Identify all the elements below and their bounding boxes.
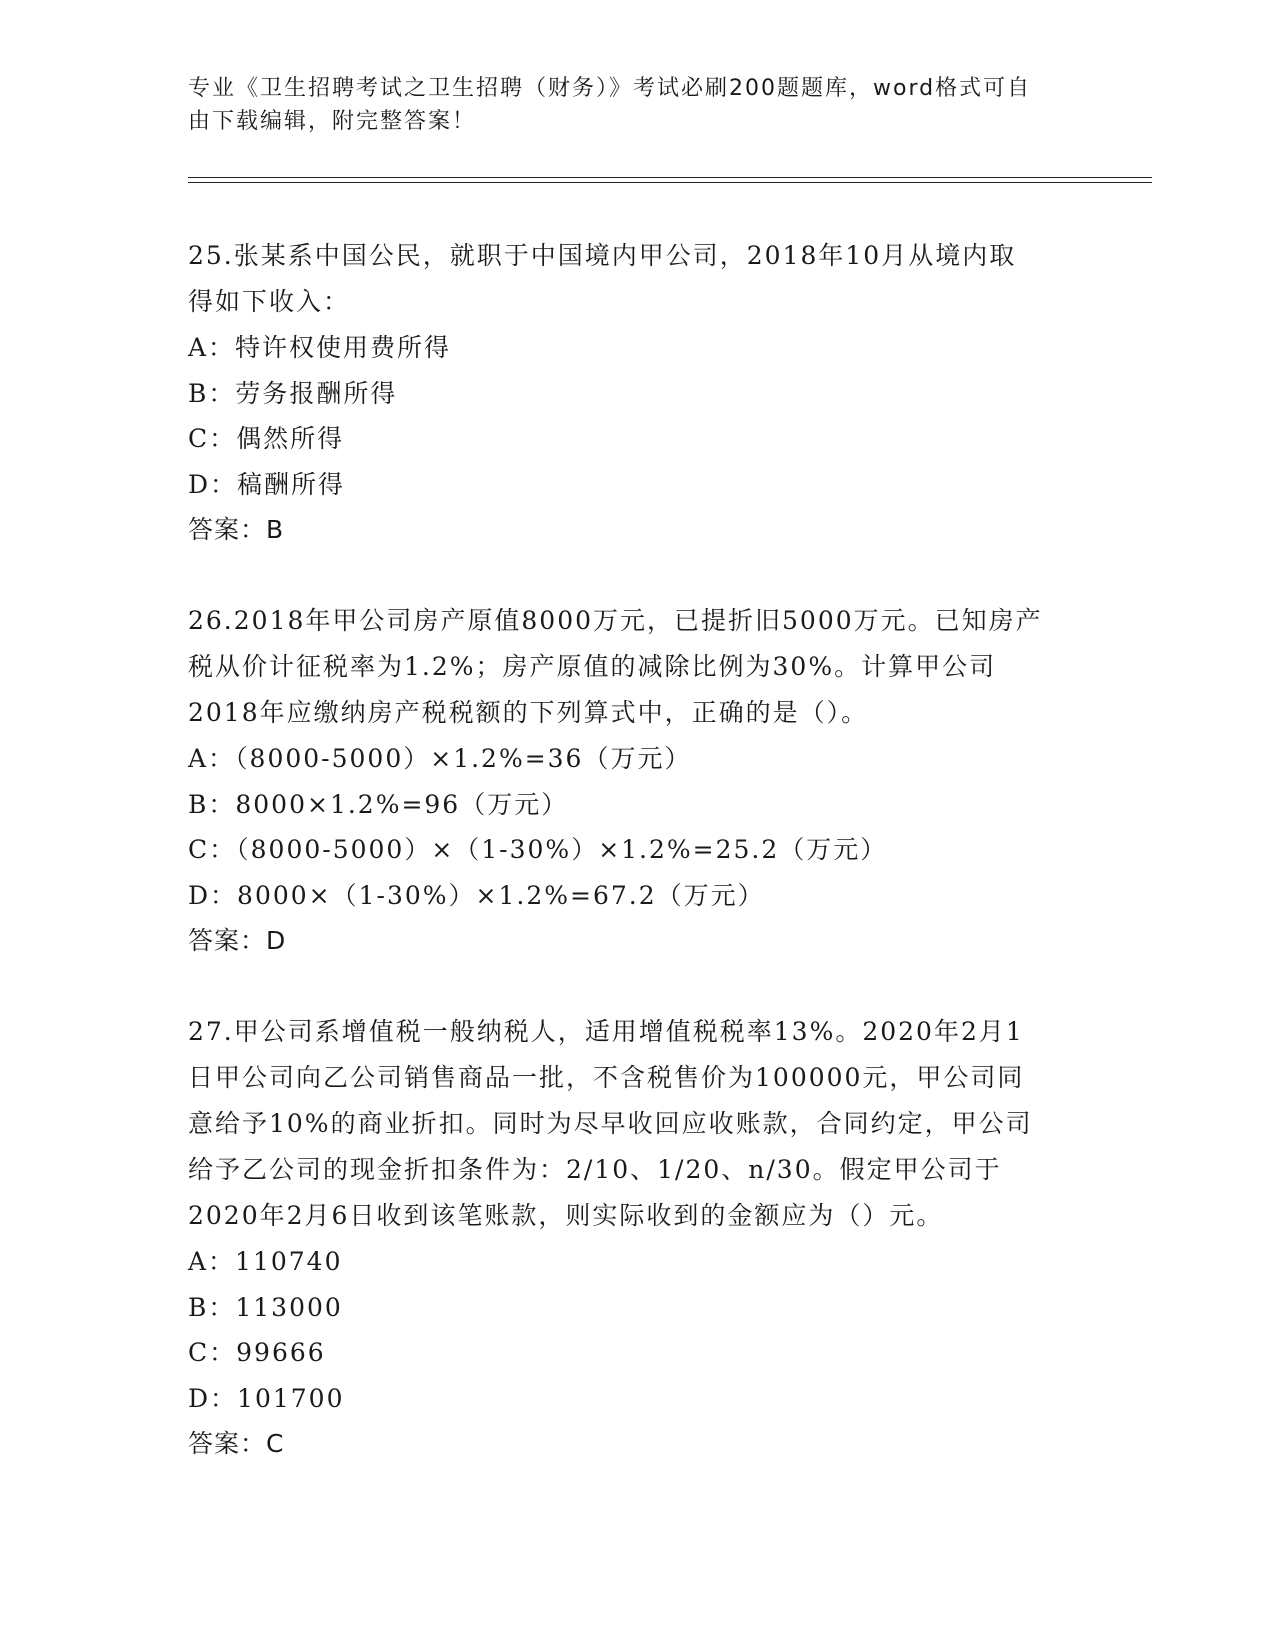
question-stem-line: 日甲公司向乙公司销售商品一批，不含税售价为100000元，甲公司同 [188,1063,1025,1092]
option-a: A：110740 [188,1247,343,1276]
question-stem-line: 27.甲公司系增值税一般纳税人，适用增值税税率13%。2020年2月1 [188,1017,1024,1046]
option-d: D：8000×（1-30%）×1.2%=67.2（万元） [188,880,765,910]
option-c: C：99666 [188,1338,326,1367]
question-stem-line: 税从价计征税率为1.2%；房产原值的减除比例为30%。计算甲公司 [188,652,997,681]
question-stem-line: 26.2018年甲公司房产原值8000万元，已提折旧5000万元。已知房产 [188,606,1043,635]
option-c: C：偶然所得 [188,424,345,453]
question-26 [188,598,1088,963]
option-a: A：特许权使用费所得 [188,333,452,362]
header-line-1: 专业《卫生招聘考试之卫生招聘（财务）》考试必刷200题题库，word格式可自 [188,76,1032,101]
question-27 [188,1009,1088,1466]
answer-label: 答案：B [188,515,285,544]
answer-label: 答案：D [188,926,287,955]
document-header [188,72,1068,138]
option-b: B：8000×1.2%=96（万元） [188,789,569,819]
question-25 [188,233,1088,552]
header-line-2: 由下载编辑，附完整答案！ [188,109,477,134]
question-stem-line: 意给予10%的商业折扣。同时为尽早收回应收账款，合同约定，甲公司 [188,1109,1033,1138]
option-a: A：（8000-5000）×1.2%=36（万元） [188,744,692,773]
option-b: B：劳务报酬所得 [188,378,398,408]
question-stem-line: 2020年2月6日收到该笔账款，则实际收到的金额应为（）元。 [188,1201,944,1230]
option-d: D：101700 [188,1383,345,1413]
question-stem-line: 25.张某系中国公民，就职于中国境内甲公司，2018年10月从境内取 [188,241,1017,270]
option-d: D：稿酬所得 [188,469,346,499]
answer-label: 答案：C [188,1429,285,1458]
question-stem-line: 得如下收入： [188,287,351,316]
header-divider-top [188,177,1152,178]
option-b: B：113000 [188,1292,343,1322]
header-divider-bottom [188,182,1152,183]
option-c: C：（8000-5000）×（1-30%）×1.2%=25.2（万元） [188,835,888,864]
question-stem-line: 2018年应缴纳房产税税额的下列算式中，正确的是（）。 [188,698,869,727]
question-stem-line: 给予乙公司的现金折扣条件为：2/10、1/20、n/30。假定甲公司于 [188,1155,1002,1184]
